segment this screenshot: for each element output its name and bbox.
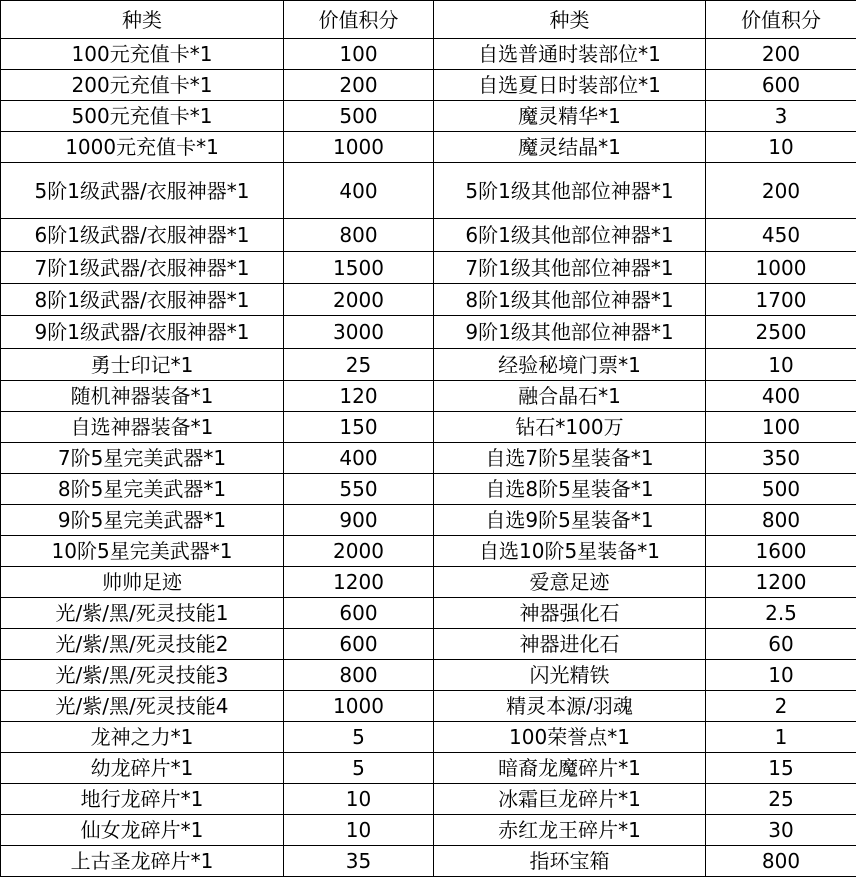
points-right-cell: 200 xyxy=(706,163,856,219)
points-right-cell: 25 xyxy=(706,784,856,815)
header-category-left: 种类 xyxy=(1,1,284,39)
points-right-cell: 1 xyxy=(706,722,856,753)
table-row xyxy=(1,284,856,316)
points-right-cell: 1700 xyxy=(706,284,856,316)
points-left-cell: 500 xyxy=(284,101,434,132)
category-left-cell: 地行龙碎片*1 xyxy=(1,784,284,815)
table-row xyxy=(1,722,856,753)
table-row xyxy=(1,536,856,567)
category-right-cell: 自选8阶5星装备*1 xyxy=(434,474,706,505)
category-left-cell: 光/紫/黑/死灵技能1 xyxy=(1,598,284,629)
category-left-cell: 6阶1级武器/衣服神器*1 xyxy=(1,219,284,252)
points-right-cell: 2 xyxy=(706,691,856,722)
points-left-cell: 2000 xyxy=(284,284,434,316)
points-right-cell: 500 xyxy=(706,474,856,505)
points-right-cell: 30 xyxy=(706,815,856,846)
category-left-cell: 8阶1级武器/衣服神器*1 xyxy=(1,284,284,316)
points-left-cell: 25 xyxy=(284,349,434,381)
category-left-cell: 7阶1级武器/衣服神器*1 xyxy=(1,252,284,284)
category-right-cell: 赤红龙王碎片*1 xyxy=(434,815,706,846)
table-body xyxy=(1,39,856,877)
category-right-cell: 6阶1级其他部位神器*1 xyxy=(434,219,706,252)
category-right-cell: 自选10阶5星装备*1 xyxy=(434,536,706,567)
category-right-cell: 自选9阶5星装备*1 xyxy=(434,505,706,536)
points-right-cell: 60 xyxy=(706,629,856,660)
category-left-cell: 5阶1级武器/衣服神器*1 xyxy=(1,163,284,219)
category-left-cell: 光/紫/黑/死灵技能3 xyxy=(1,660,284,691)
points-right-cell: 2.5 xyxy=(706,598,856,629)
category-right-cell: 神器进化石 xyxy=(434,629,706,660)
category-right-cell: 融合晶石*1 xyxy=(434,381,706,412)
points-right-cell: 10 xyxy=(706,132,856,163)
header-points-right: 价值积分 xyxy=(706,1,856,39)
category-right-cell: 冰霜巨龙碎片*1 xyxy=(434,784,706,815)
category-right-cell: 指环宝箱 xyxy=(434,846,706,877)
points-left-cell: 600 xyxy=(284,598,434,629)
table-row xyxy=(1,316,856,349)
category-left-cell: 1000元充值卡*1 xyxy=(1,132,284,163)
table-row xyxy=(1,163,856,219)
category-left-cell: 光/紫/黑/死灵技能4 xyxy=(1,691,284,722)
category-right-cell: 经验秘境门票*1 xyxy=(434,349,706,381)
category-left-cell: 10阶5星完美武器*1 xyxy=(1,536,284,567)
points-left-cell: 550 xyxy=(284,474,434,505)
category-right-cell: 魔灵精华*1 xyxy=(434,101,706,132)
category-left-cell: 上古圣龙碎片*1 xyxy=(1,846,284,877)
points-left-cell: 800 xyxy=(284,660,434,691)
table-row xyxy=(1,567,856,598)
table-row xyxy=(1,219,856,252)
header-row xyxy=(1,1,856,39)
category-left-cell: 7阶5星完美武器*1 xyxy=(1,443,284,474)
points-left-cell: 150 xyxy=(284,412,434,443)
table-row xyxy=(1,412,856,443)
table-row xyxy=(1,815,856,846)
category-right-cell: 暗裔龙魔碎片*1 xyxy=(434,753,706,784)
points-left-cell: 1200 xyxy=(284,567,434,598)
table-row xyxy=(1,846,856,877)
table-row xyxy=(1,381,856,412)
category-right-cell: 爱意足迹 xyxy=(434,567,706,598)
category-left-cell: 8阶5星完美武器*1 xyxy=(1,474,284,505)
points-right-cell: 2500 xyxy=(706,316,856,349)
category-left-cell: 仙女龙碎片*1 xyxy=(1,815,284,846)
category-left-cell: 随机神器装备*1 xyxy=(1,381,284,412)
category-left-cell: 光/紫/黑/死灵技能2 xyxy=(1,629,284,660)
header-points-left: 价值积分 xyxy=(284,1,434,39)
category-right-cell: 闪光精铁 xyxy=(434,660,706,691)
points-left-cell: 400 xyxy=(284,163,434,219)
table-row xyxy=(1,691,856,722)
table-row xyxy=(1,474,856,505)
category-left-cell: 9阶5星完美武器*1 xyxy=(1,505,284,536)
category-left-cell: 帅帅足迹 xyxy=(1,567,284,598)
header-category-right: 种类 xyxy=(434,1,706,39)
points-right-cell: 3 xyxy=(706,101,856,132)
category-right-cell: 自选7阶5星装备*1 xyxy=(434,443,706,474)
points-right-cell: 450 xyxy=(706,219,856,252)
category-right-cell: 魔灵结晶*1 xyxy=(434,132,706,163)
table-row xyxy=(1,39,856,70)
points-left-cell: 200 xyxy=(284,70,434,101)
table-row xyxy=(1,101,856,132)
points-left-cell: 400 xyxy=(284,443,434,474)
category-right-cell: 神器强化石 xyxy=(434,598,706,629)
points-left-cell: 1500 xyxy=(284,252,434,284)
points-right-cell: 600 xyxy=(706,70,856,101)
category-right-cell: 100荣誉点*1 xyxy=(434,722,706,753)
category-right-cell: 自选普通时装部位*1 xyxy=(434,39,706,70)
table-row xyxy=(1,629,856,660)
table-row xyxy=(1,784,856,815)
points-right-cell: 1000 xyxy=(706,252,856,284)
points-left-cell: 100 xyxy=(284,39,434,70)
points-left-cell: 5 xyxy=(284,753,434,784)
category-left-cell: 龙神之力*1 xyxy=(1,722,284,753)
points-left-cell: 10 xyxy=(284,815,434,846)
category-left-cell: 幼龙碎片*1 xyxy=(1,753,284,784)
points-left-cell: 800 xyxy=(284,219,434,252)
category-left-cell: 500元充值卡*1 xyxy=(1,101,284,132)
points-left-cell: 5 xyxy=(284,722,434,753)
points-left-cell: 2000 xyxy=(284,536,434,567)
points-right-cell: 1600 xyxy=(706,536,856,567)
category-right-cell: 7阶1级其他部位神器*1 xyxy=(434,252,706,284)
category-left-cell: 100元充值卡*1 xyxy=(1,39,284,70)
table-row xyxy=(1,660,856,691)
table-row xyxy=(1,443,856,474)
table-row xyxy=(1,70,856,101)
table-row xyxy=(1,132,856,163)
table-row xyxy=(1,252,856,284)
category-left-cell: 自选神器装备*1 xyxy=(1,412,284,443)
table-row xyxy=(1,505,856,536)
category-left-cell: 9阶1级武器/衣服神器*1 xyxy=(1,316,284,349)
points-left-cell: 10 xyxy=(284,784,434,815)
points-right-cell: 10 xyxy=(706,660,856,691)
category-left-cell: 勇士印记*1 xyxy=(1,349,284,381)
points-right-cell: 800 xyxy=(706,846,856,877)
points-left-cell: 120 xyxy=(284,381,434,412)
points-left-cell: 1000 xyxy=(284,132,434,163)
points-right-cell: 1200 xyxy=(706,567,856,598)
points-right-cell: 200 xyxy=(706,39,856,70)
points-right-cell: 350 xyxy=(706,443,856,474)
points-right-cell: 800 xyxy=(706,505,856,536)
category-right-cell: 8阶1级其他部位神器*1 xyxy=(434,284,706,316)
points-left-cell: 35 xyxy=(284,846,434,877)
category-right-cell: 钻石*100万 xyxy=(434,412,706,443)
table-row xyxy=(1,349,856,381)
category-right-cell: 5阶1级其他部位神器*1 xyxy=(434,163,706,219)
points-right-cell: 10 xyxy=(706,349,856,381)
points-right-cell: 400 xyxy=(706,381,856,412)
points-right-cell: 100 xyxy=(706,412,856,443)
points-left-cell: 900 xyxy=(284,505,434,536)
points-left-cell: 600 xyxy=(284,629,434,660)
points-left-cell: 3000 xyxy=(284,316,434,349)
category-right-cell: 9阶1级其他部位神器*1 xyxy=(434,316,706,349)
points-left-cell: 1000 xyxy=(284,691,434,722)
category-right-cell: 自选夏日时装部位*1 xyxy=(434,70,706,101)
points-right-cell: 15 xyxy=(706,753,856,784)
category-right-cell: 精灵本源/羽魂 xyxy=(434,691,706,722)
table-row xyxy=(1,753,856,784)
category-left-cell: 200元充值卡*1 xyxy=(1,70,284,101)
table-row xyxy=(1,598,856,629)
